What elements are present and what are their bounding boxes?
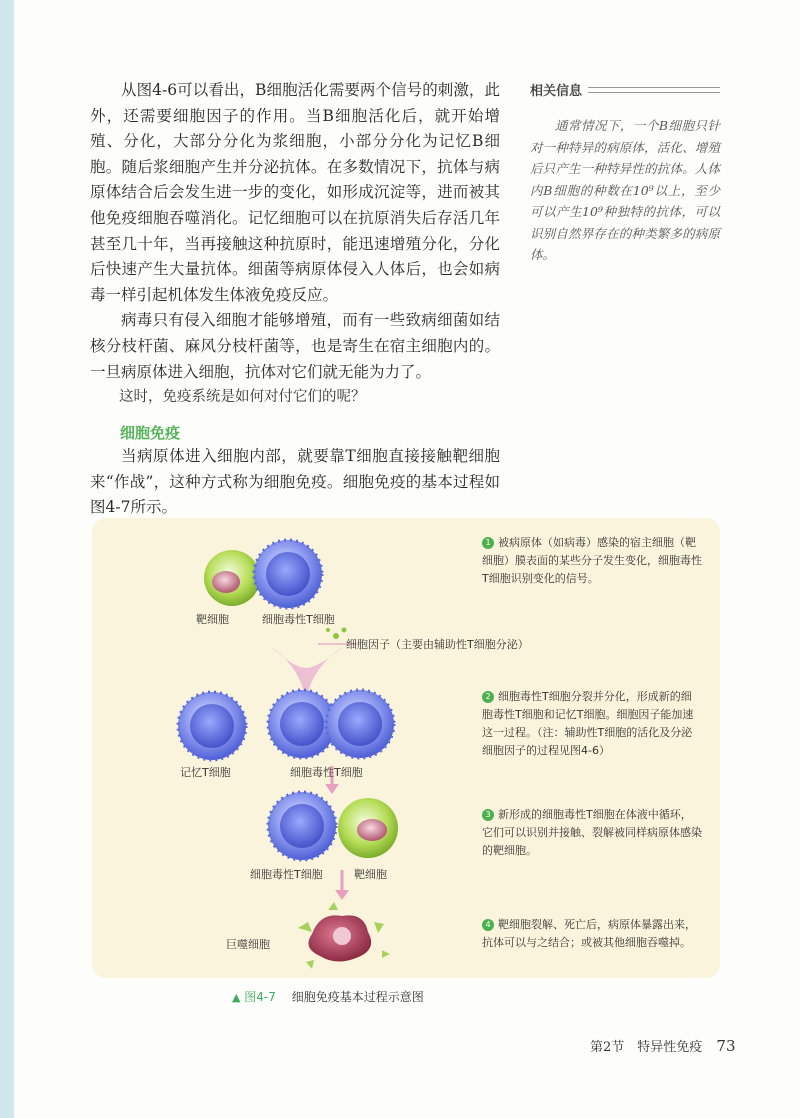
caption-label: 图4-7: [244, 990, 276, 1004]
page-footer: [590, 1036, 736, 1055]
step-3-text: 新形成的细胞毒性T细胞在体液中循环，它们可以识别并接触、裂解被同样病原体感染的靶细胞。: [482, 808, 702, 857]
label-cytotoxic-t-1: 细胞毒性T细胞: [262, 613, 335, 626]
step-4: [482, 916, 702, 952]
cytotoxic-t-cell-3: [268, 792, 336, 860]
step-2: [482, 688, 702, 760]
step-number-2: 2: [482, 691, 494, 703]
label-cytotoxic-t-3: 细胞毒性T细胞: [250, 868, 323, 881]
label-target-cell-2: 靶细胞: [354, 868, 387, 881]
cytotoxic-t-cell-1: [254, 540, 322, 608]
caption-text: 细胞免疫基本过程示意图: [291, 990, 424, 1004]
sidebar-header: [530, 80, 720, 99]
cytotoxic-t-cell-2b: [326, 690, 394, 758]
figure-caption: [232, 988, 424, 1005]
step-number-3: 3: [482, 809, 494, 821]
section-title: 细胞免疫: [120, 424, 181, 442]
paragraph-4: 当病原体进入细胞内部，就要靠T细胞直接接触靶细胞来“作战”，这种方式称为细胞免疫。细胞免疫的基本过程如图4-7所示。: [90, 447, 500, 517]
label-target-cell-1: 靶细胞: [196, 613, 229, 626]
target-cell-2: [338, 798, 398, 858]
label-memory-t: 记忆T细胞: [180, 766, 231, 779]
main-text-block-2: [90, 444, 500, 521]
cytotoxic-t-cell-2a: [268, 690, 336, 758]
sidebar-rule: [588, 87, 720, 93]
cytokine-dots-icon: [326, 628, 347, 640]
macrophage-cell: [308, 915, 371, 961]
paragraph-1: 从图4-6可以看出，B细胞活化需要两个信号的刺激，此外，还需要细胞因子的作用。当B细胞活化后，就开始增殖、分化，大部分分化为浆细胞，小部分分化为记忆B细胞。随后浆细胞产生并分泌抗体。在多数情况下，抗体与病原体结合后会发生进一步的变化，如形成沉淀等，进而被其他免疫细胞吞噬消化。记忆细胞可以在抗原消失后存活几年甚至几十年，当再接触这种抗原时，能迅速增殖分化，分化后快速产生大量抗体。细菌等病原体侵入人体后，也会如病毒一样引起机体发生体液免疫反应。: [90, 81, 500, 304]
target-cell-1: [204, 550, 260, 606]
page-number: 73: [716, 1037, 736, 1055]
label-cytokine: 细胞因子（主要由辅助性T细胞分泌）: [346, 638, 529, 651]
step-number-1: 1: [482, 537, 494, 549]
step-1: [482, 534, 702, 588]
related-info-sidebar: [530, 80, 720, 266]
step-1-text: 被病原体（如病毒）感染的宿主细胞（靶细胞）膜表面的某些分子发生变化，细胞毒性T细胞识别变化的信号。: [482, 536, 702, 585]
step-number-4: 4: [482, 919, 494, 931]
paragraph-2: 病毒只有侵入细胞才能够增殖，而有一些致病细菌如结核分枝杆菌、麻风分枝杆菌等，也是寄生在宿主细胞内的。一旦病原体进入细胞，抗体对它们就无能为力了。: [90, 311, 500, 381]
sidebar-body: 通常情况下，一个B细胞只针对一种特异的病原体，活化、增殖后只产生一种特异性的抗体。人体内B细胞的种数在10⁹以上，至少可以产生10⁹种独特的抗体，可以识别自然界存在的种类繁多的病原体。: [530, 118, 720, 262]
sidebar-title: 相关信息: [530, 84, 583, 99]
caption-triangle-icon: ▲: [232, 991, 241, 1004]
page-side-band: [0, 0, 14, 1118]
memory-t-cell: [178, 692, 246, 760]
cell-immunity-figure: [92, 518, 720, 978]
label-cytotoxic-t-2: 细胞毒性T细胞: [290, 766, 363, 779]
question-paragraph: 这时，免疫系统是如何对付它们的呢？: [119, 389, 366, 406]
main-text-block: [90, 78, 500, 411]
label-macrophage: 巨噬细胞: [226, 938, 270, 951]
step-2-text: 细胞毒性T细胞分裂并分化，形成新的细胞毒性T细胞和记忆T细胞。细胞因子能加速这一过程。（注：辅助性T细胞的活化及分泌细胞因子的过程见图4-6）: [482, 690, 694, 757]
step-4-text: 靶细胞裂解、死亡后，病原体暴露出来，抗体可以与之结合；或被其他细胞吞噬掉。: [482, 918, 696, 949]
footer-section: 第2节 特异性免疫: [590, 1040, 703, 1055]
step-3: [482, 806, 702, 860]
